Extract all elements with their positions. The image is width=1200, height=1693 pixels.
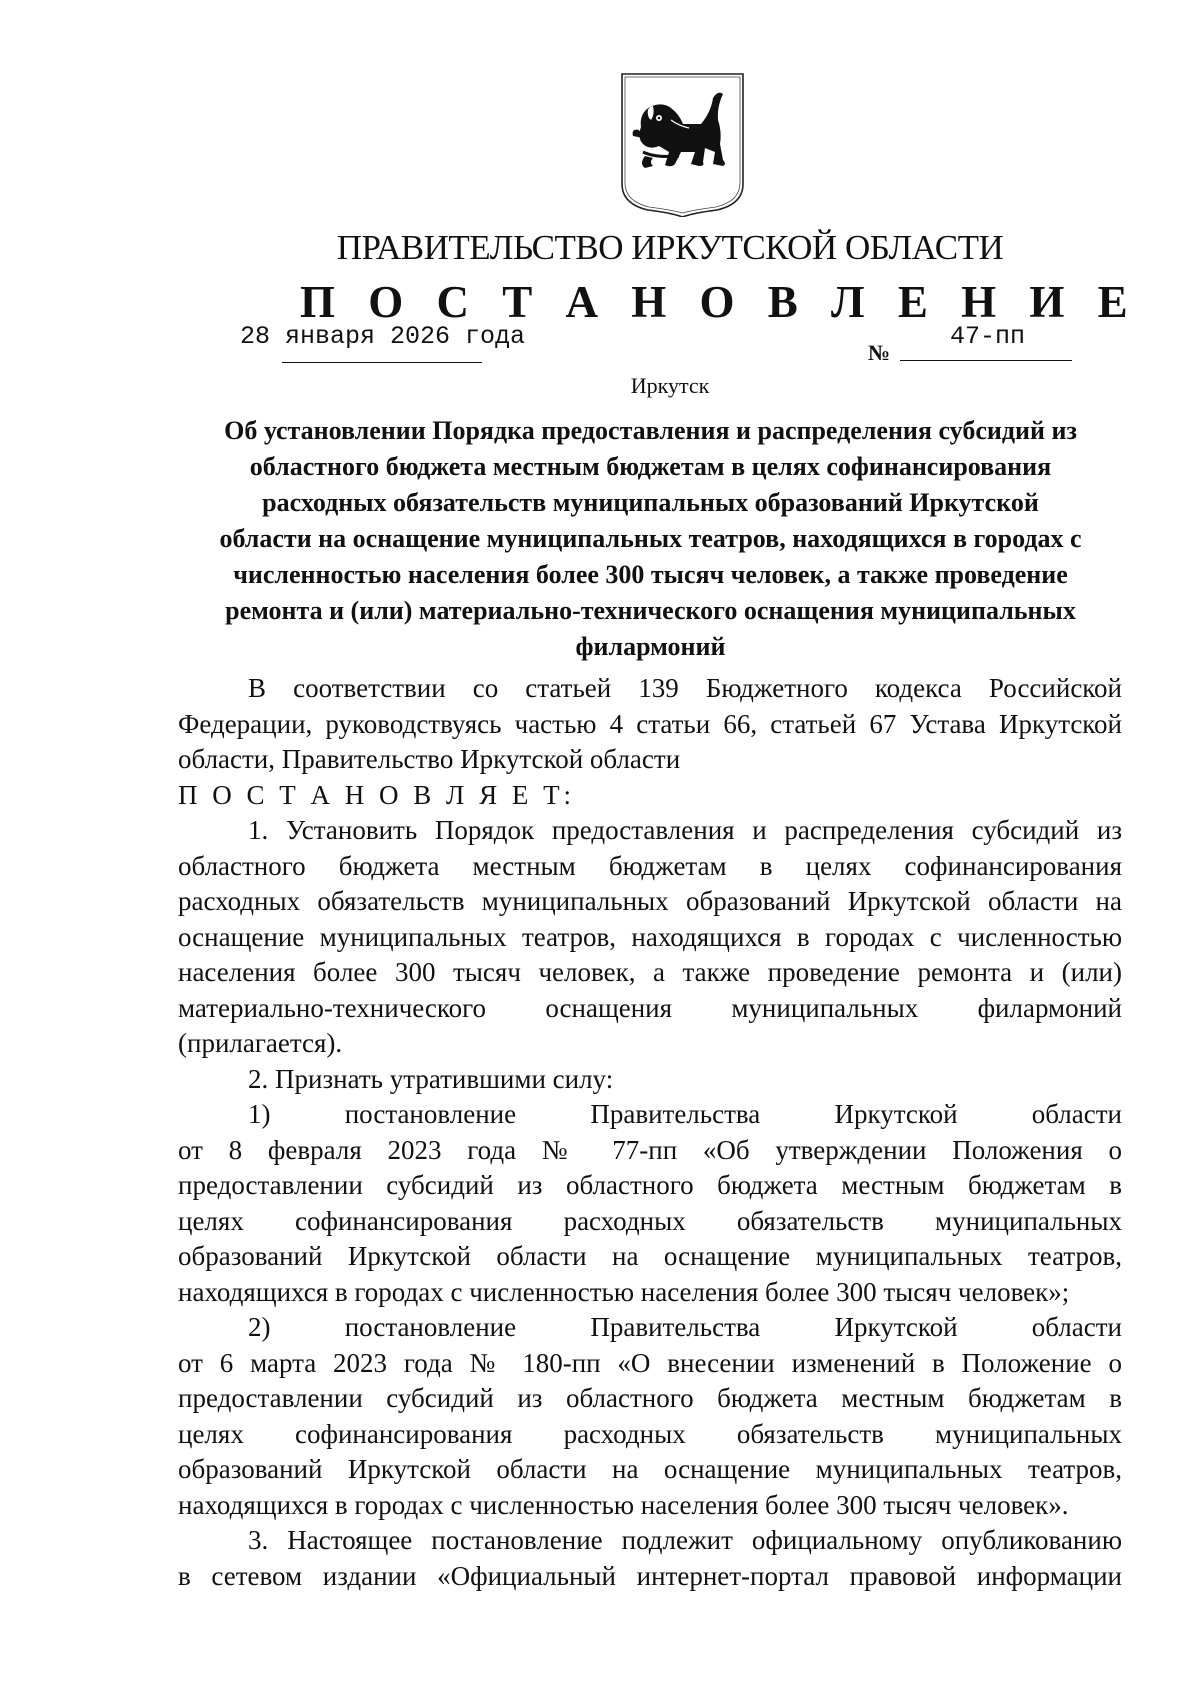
item-2-heading: 2. Признать утратившими силу: xyxy=(248,1063,614,1094)
title-line: Об установлении Порядка предоставления и распределения субсидий из xyxy=(224,416,1077,445)
number-sign: № xyxy=(868,340,891,365)
text-line: областного бюджета местным бюджетам в целях софинансирования xyxy=(178,850,1122,881)
text-line: материально-технического оснащения муниципальных филармоний xyxy=(178,992,1122,1023)
document-body xyxy=(178,671,1122,1594)
text-line: области, Правительство Иркутской области xyxy=(178,744,681,774)
title-line: расходных обязательств муниципальных образований Иркутской xyxy=(262,488,1039,517)
text-line: 1. Установить Порядок предоставления и распределения субсидий из xyxy=(248,815,1122,845)
text-line: населения более 300 тысяч человек, а также проведение ремонта и (или) xyxy=(178,957,1122,987)
text-line: оснащение муниципальных театров, находящихся в городах с численностью xyxy=(178,921,1122,952)
text-line: В соответствии со статьей 139 Бюджетного кодекса Российской xyxy=(248,673,1122,703)
document-type: П О С Т А Н О В Л Е Н И Е xyxy=(300,277,1139,327)
title-line: области на оснащение муниципальных театров, находящихся в городах с xyxy=(219,524,1082,553)
text-line: в сетевом издании «Официальный интернет-портал правовой информации xyxy=(178,1560,1122,1591)
document-date: 28 января 2026 года xyxy=(240,322,526,351)
text-line: 3. Настоящее постановление подлежит официальному опубликованию xyxy=(248,1525,1122,1555)
text-line: от 6 марта 2023 года № 180-пп «О внесении изменений в Положение о xyxy=(178,1347,1122,1378)
text-line: предоставлении субсидий из областного бюджета местным бюджетам в xyxy=(178,1170,1122,1200)
text-line: находящихся в городах с численностью населения более 300 тысяч человек»; xyxy=(178,1276,1070,1307)
item-1-paragraph xyxy=(178,813,1122,1062)
text-line: расходных обязательств муниципальных образований Иркутской области на xyxy=(178,886,1122,916)
text-line: находящихся в городах с численностью населения более 300 тысяч человек». xyxy=(178,1489,1069,1520)
text-line: образований Иркутской области на оснащение муниципальных театров, xyxy=(178,1454,1122,1484)
number-underline xyxy=(900,360,1072,361)
text-line: (прилагается). xyxy=(178,1028,343,1058)
title-line: численностью населения более 300 тысяч человек, а также проведение xyxy=(233,560,1068,589)
item-2-1-paragraph xyxy=(178,1097,1122,1310)
city: Иркутск xyxy=(630,373,710,398)
document-title xyxy=(178,413,1123,665)
text-line: от 8 февраля 2023 года № 77-пп «Об утверждении Положения о xyxy=(178,1134,1122,1165)
title-line: филармоний xyxy=(575,632,726,661)
organization-name: ПРАВИТЕЛЬСТВО ИРКУТСКОЙ ОБЛАСТИ xyxy=(336,228,1004,267)
document-number: 47-пп xyxy=(950,322,1026,351)
irkutsk-coat-of-arms-icon xyxy=(619,72,746,217)
item-2-2-paragraph xyxy=(178,1310,1122,1523)
item-3-paragraph xyxy=(178,1523,1122,1594)
date-underline xyxy=(282,362,482,363)
title-line: областного бюджета местным бюджетам в целях софинансирования xyxy=(249,452,1052,481)
text-line: образований Иркутской области на оснащение муниципальных театров, xyxy=(178,1241,1122,1271)
decree-word: П О С Т А Н О В Л Я Е Т: xyxy=(178,779,576,810)
text-line: 1) постановление Правительства Иркутской области xyxy=(248,1099,1122,1129)
text-line: целях софинансирования расходных обязательств муниципальных xyxy=(178,1205,1122,1236)
title-line: ремонта и (или) материально-технического оснащения муниципальных xyxy=(225,596,1076,625)
preamble-paragraph xyxy=(178,671,1122,778)
text-line: предоставлении субсидий из областного бюджета местным бюджетам в xyxy=(178,1383,1122,1413)
text-line: 2) постановление Правительства Иркутской области xyxy=(248,1312,1122,1342)
text-line: Федерации, руководствуясь частью 4 статьи 66, статьей 67 Устава Иркутской xyxy=(178,708,1122,739)
text-line: целях софинансирования расходных обязательств муниципальных xyxy=(178,1418,1122,1449)
